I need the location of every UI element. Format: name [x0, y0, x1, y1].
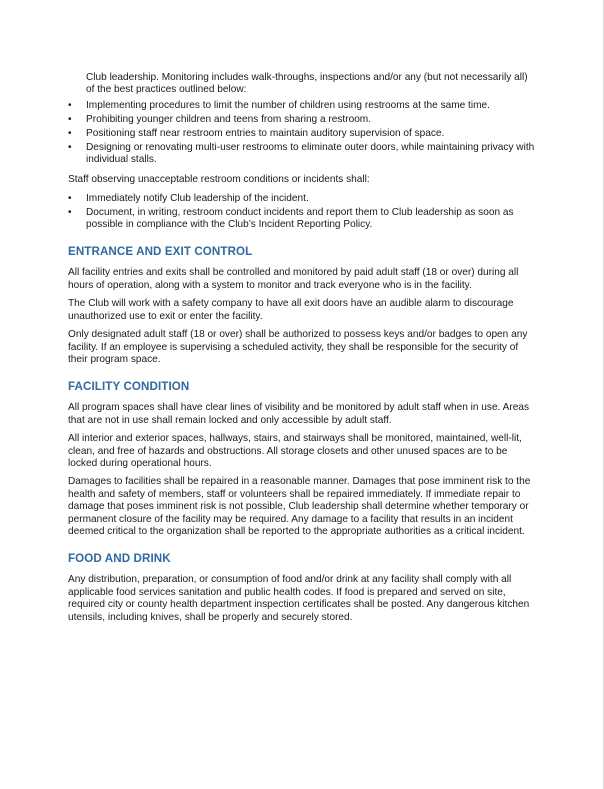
section-heading-food-drink: FOOD AND DRINK — [68, 552, 171, 566]
section-paragraph: All facility entries and exits shall be controlled and monitored by paid adult staff (18 or over) during all hours of operation, along with a system to monitor and track everyone who is in the facility. — [68, 267, 519, 291]
bullet-icon: • — [68, 113, 72, 125]
list-item — [68, 142, 538, 167]
section-paragraph: All interior and exterior spaces, hallways, stairs, and stairways shall be monitored, maintained, well-lit, clean, and free of hazards and obstructions. All storage closets and other unused spaces are to be locked during operational hours. — [68, 433, 522, 469]
list-item-text: Designing or renovating multi-user restrooms to eliminate outer doors, while maintaining privacy with individual stalls. — [86, 141, 535, 165]
list-item — [68, 100, 538, 112]
section-paragraph: Only designated adult staff (18 or over) shall be authorized to possess keys and/or badges to open any facility. If an employee is supervising a scheduled activity, they shall be responsible for the security of their program space. — [68, 329, 528, 365]
section-paragraph: Any distribution, preparation, or consumption of food and/or drink at any facility shall comply with all applicable food services sanitation and public health codes. If food is prepared and served on site, required city or county health department inspection certificates shall be posted. Any dangerous kitchen utensils, including knives, shall be properly and securely stored. — [68, 574, 530, 623]
bullet-icon: • — [68, 141, 72, 153]
list-item-text: Implementing procedures to limit the number of children using restrooms at the same time. — [86, 99, 490, 111]
restroom-practices-list — [68, 100, 538, 167]
section-paragraph: Damages to facilities shall be repaired in a reasonable manner. Damages that pose imminent risk to the health and safety of members, staff or volunteers shall be repaired immediately. If immediate repair to damage that poses imminent risk is not possible, Club leadership shall determine whether temporary or permanent closure of the facility may be required. Any damage to a facility that results in an incident deemed critical to the organization shall be reported to the appropriate authorities as a critical incident. — [68, 476, 531, 537]
section-heading-entrance-exit: ENTRANCE AND EXIT CONTROL — [68, 245, 253, 259]
list-item — [68, 128, 538, 140]
list-item — [68, 207, 538, 232]
bullet-icon: • — [68, 99, 72, 111]
list-item-text: Immediately notify Club leadership of the incident. — [86, 192, 309, 204]
section-paragraph: All program spaces shall have clear lines of visibility and be monitored by adult staff when in use. Areas that are not in use shall remain locked and only accessible by adult staff. — [68, 402, 530, 426]
section-paragraph: The Club will work with a safety company to have all exit doors have an audible alarm to discourage unauthorized use to exit or enter the facility. — [68, 298, 514, 322]
list-item-text: Prohibiting younger children and teens from sharing a restroom. — [86, 113, 372, 125]
bullet-icon: • — [68, 127, 72, 139]
bullet-icon: • — [68, 192, 72, 204]
list-item — [68, 193, 538, 205]
section-heading-facility-condition: FACILITY CONDITION — [68, 380, 190, 394]
list-item-text: Document, in writing, restroom conduct incidents and report them to Club leadership as soon as possible in compliance with the Club’s Incident Reporting Policy. — [86, 206, 514, 231]
list-item-text: Positioning staff near restroom entries to maintain auditory supervision of space. — [86, 127, 445, 139]
continuation-paragraph: Club leadership. Monitoring includes walk-throughs, inspections and/or any (but not necessarily all) of the best practices outlined below: — [86, 72, 528, 96]
document-body — [68, 72, 538, 630]
restroom-incident-list — [68, 193, 538, 232]
restroom-incident-intro: Staff observing unacceptable restroom conditions or incidents shall: — [68, 174, 370, 186]
bullet-icon: • — [68, 206, 72, 218]
list-item — [68, 114, 538, 126]
